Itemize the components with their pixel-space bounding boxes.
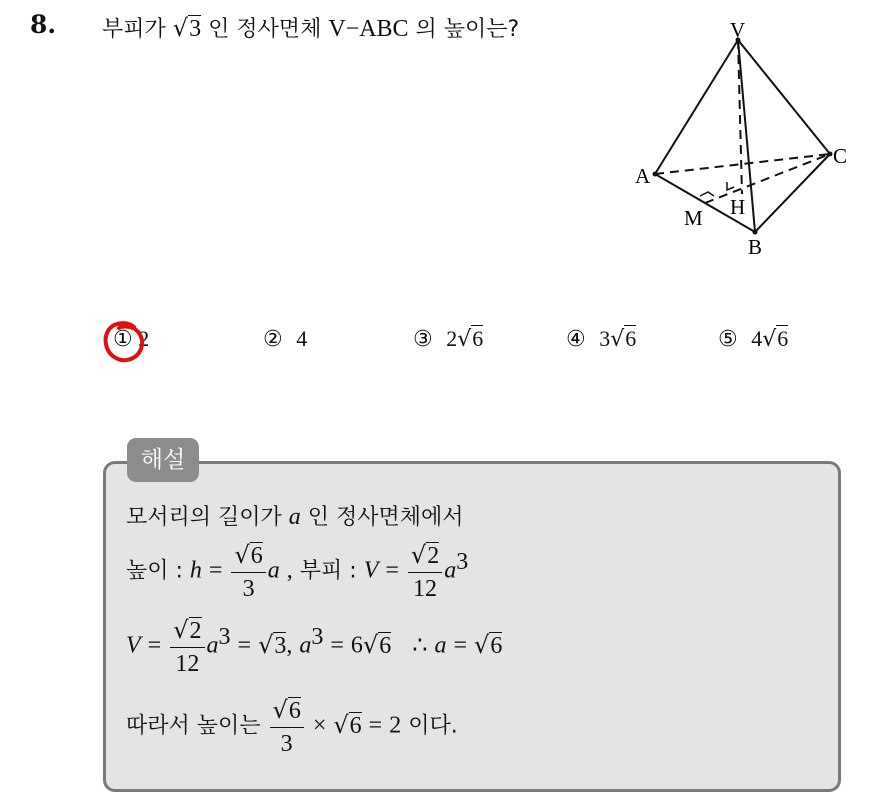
eq: = bbox=[208, 557, 223, 584]
l3-r2: 6 bbox=[379, 632, 392, 659]
l4-post: 이다. bbox=[408, 713, 458, 739]
label-B: B bbox=[748, 235, 763, 259]
l3-root1: √3 bbox=[258, 630, 287, 659]
l3-coef: 6 bbox=[350, 632, 363, 659]
volume-num-radicand: 2 bbox=[427, 543, 440, 569]
volume-exp: 3 bbox=[456, 549, 469, 576]
volume-fraction: $\frac{√2}{12}$ bbox=[408, 540, 442, 603]
l4-num-radicand: 6 bbox=[288, 698, 301, 724]
l3-root3: √6 bbox=[474, 630, 503, 659]
label-M: M bbox=[684, 206, 703, 230]
right-angle-mark-H bbox=[727, 182, 734, 190]
l4-eq: = bbox=[368, 712, 383, 739]
l3-exp2: 3 bbox=[311, 624, 324, 651]
right-angle-mark-M bbox=[700, 192, 714, 196]
sep: , bbox=[286, 557, 293, 584]
choice-3-root: √6 bbox=[457, 326, 484, 352]
solution-tag: 해설 bbox=[127, 438, 199, 482]
l4-fraction: $\frac{√6}{3}$ bbox=[270, 695, 304, 758]
edge-VA bbox=[655, 40, 738, 174]
h-var: h bbox=[189, 557, 202, 584]
choice-1-marker: ① bbox=[113, 327, 133, 352]
height-label: 높이 : bbox=[126, 558, 183, 584]
l3-eq4: = bbox=[453, 632, 468, 659]
edge-BC bbox=[755, 154, 830, 232]
solution-line-4 bbox=[126, 695, 458, 758]
question-volume-radicand: 3 bbox=[189, 16, 202, 42]
height-num-radicand: 6 bbox=[250, 543, 263, 569]
label-V: V bbox=[730, 22, 746, 42]
l3-eq: = bbox=[147, 632, 162, 659]
tetrahedron-name: V−ABC bbox=[328, 16, 409, 42]
l3-a1: a bbox=[206, 632, 219, 659]
l3-r3: 6 bbox=[490, 632, 503, 659]
edge-VC bbox=[738, 40, 830, 154]
l3-eq2: = bbox=[237, 632, 252, 659]
choice-3-marker: ③ bbox=[413, 327, 433, 352]
choice-3[interactable] bbox=[413, 326, 483, 352]
height-fraction: $\frac{√6}{3}$ bbox=[231, 540, 265, 603]
choice-2[interactable] bbox=[263, 326, 307, 352]
choice-4-marker: ④ bbox=[566, 327, 586, 352]
volume-label: 부피 : bbox=[299, 558, 357, 584]
l3-V: V bbox=[126, 632, 141, 659]
label-C: C bbox=[833, 144, 848, 168]
l3-comma: , bbox=[286, 632, 293, 659]
question-text-after: 인 정사면체 bbox=[208, 17, 322, 42]
l4-result: 2 bbox=[389, 712, 402, 739]
choice-3-radicand: 6 bbox=[472, 326, 484, 351]
l3-den: 12 bbox=[175, 651, 200, 677]
question-number: 8. bbox=[30, 10, 57, 39]
V-var: V bbox=[363, 557, 379, 584]
question-text-end: 의 높이는? bbox=[415, 17, 520, 42]
l3-exp1: 3 bbox=[218, 624, 231, 651]
l4-times: × bbox=[312, 712, 327, 739]
height-a: a bbox=[267, 557, 280, 584]
l3-fraction: $\frac{√2}{12}$ bbox=[170, 615, 204, 678]
volume-den: 12 bbox=[413, 576, 438, 602]
height-den: 3 bbox=[242, 576, 255, 602]
l4-root: √6 bbox=[333, 710, 362, 739]
label-H: H bbox=[730, 195, 746, 219]
eq2: = bbox=[385, 557, 399, 584]
label-A: A bbox=[635, 164, 651, 188]
l4-den: 3 bbox=[280, 731, 293, 757]
l4-r: 6 bbox=[349, 712, 362, 739]
choice-4-radicand: 6 bbox=[625, 326, 637, 351]
l4-pre: 따라서 높이는 bbox=[126, 713, 261, 739]
solution-line-1 bbox=[126, 500, 464, 531]
choice-5[interactable] bbox=[718, 326, 788, 352]
tetrahedron-figure bbox=[630, 22, 860, 262]
choice-5-marker: ⑤ bbox=[718, 327, 738, 352]
choice-4-root: √6 bbox=[610, 326, 637, 352]
question-text-before: 부피가 bbox=[102, 17, 166, 42]
l3-r1: 3 bbox=[274, 632, 287, 659]
solution-line-3 bbox=[126, 615, 502, 678]
line1-pre: 모서리의 길이가 bbox=[126, 505, 282, 530]
choice-2-marker: ② bbox=[263, 327, 283, 352]
choice-4[interactable] bbox=[566, 326, 636, 352]
choice-5-radicand: 6 bbox=[777, 326, 789, 351]
l3-root2: √6 bbox=[362, 630, 392, 659]
solution-line-2 bbox=[126, 540, 468, 603]
line1-var: a bbox=[288, 504, 301, 530]
selected-answer-mark bbox=[100, 318, 148, 366]
l3-therefore: ∴ bbox=[412, 632, 428, 659]
question-text bbox=[102, 12, 519, 43]
l3-a2: a bbox=[299, 632, 312, 659]
choice-4-coef: 3 bbox=[599, 326, 611, 351]
choice-5-coef: 4 bbox=[751, 326, 763, 351]
choice-5-root: √6 bbox=[762, 326, 789, 352]
line1-post: 인 정사면체에서 bbox=[307, 505, 464, 530]
question-volume-root: √3 bbox=[172, 14, 202, 42]
volume-a: a bbox=[444, 557, 457, 584]
l3-num-radicand: 2 bbox=[189, 618, 202, 644]
l3-eq3: = bbox=[330, 632, 344, 659]
l3-a3: a bbox=[434, 632, 447, 659]
choice-3-coef: 2 bbox=[446, 326, 458, 351]
choice-2-value: 4 bbox=[296, 326, 308, 351]
choice-1-value: 2 bbox=[138, 326, 150, 351]
